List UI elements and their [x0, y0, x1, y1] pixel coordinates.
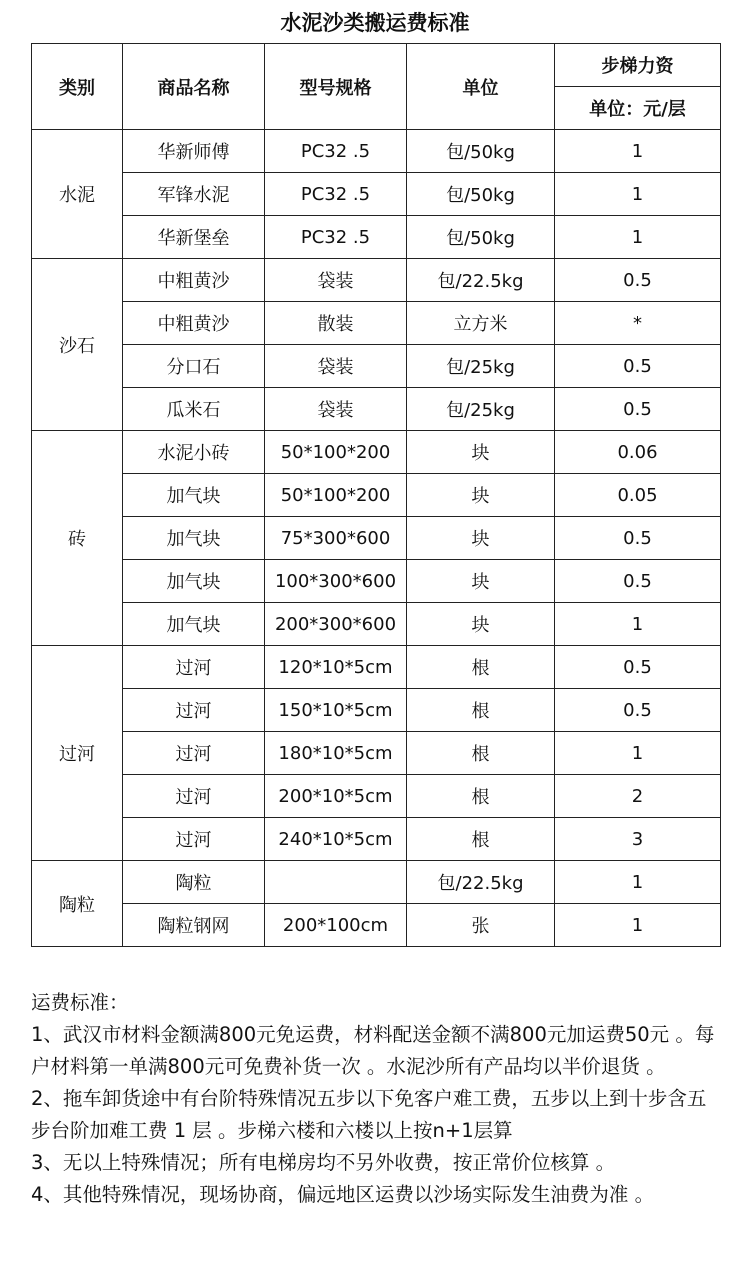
rate-table [31, 43, 721, 947]
fee-cell: 0.5 [555, 517, 721, 560]
spec-cell: 150*10*5cm [265, 689, 407, 732]
table-row [32, 689, 721, 732]
name-cell: 陶粒 [123, 861, 265, 904]
unit-cell: 张 [407, 904, 555, 947]
table-row [32, 603, 721, 646]
spec-cell: 50*100*200 [265, 431, 407, 474]
note-item-4: 4、其他特殊情况，现场协商，偏远地区运费以沙场实际发生油费为准 。 [31, 1183, 655, 1206]
fee-cell: 0.5 [555, 259, 721, 302]
unit-cell: 根 [407, 689, 555, 732]
category-cell: 砖 [32, 431, 123, 646]
category-cell: 陶粒 [32, 861, 123, 947]
spec-cell: 袋装 [265, 259, 407, 302]
spec-cell: 240*10*5cm [265, 818, 407, 861]
header-unit: 单位 [407, 44, 555, 130]
fee-cell: 0.06 [555, 431, 721, 474]
fee-cell: 1 [555, 216, 721, 259]
fee-cell: 3 [555, 818, 721, 861]
table-row [32, 216, 721, 259]
name-cell: 过河 [123, 646, 265, 689]
fee-cell: 1 [555, 130, 721, 173]
name-cell: 军锋水泥 [123, 173, 265, 216]
notes-heading: 运费标准： [31, 991, 129, 1014]
name-cell: 过河 [123, 732, 265, 775]
spec-cell: 散装 [265, 302, 407, 345]
name-cell: 过河 [123, 775, 265, 818]
header-fee-unit: 单位：元/层 [555, 87, 721, 130]
unit-cell: 包/25kg [407, 388, 555, 431]
header-spec: 型号规格 [265, 44, 407, 130]
fee-cell: 1 [555, 732, 721, 775]
category-cell: 沙石 [32, 259, 123, 431]
unit-cell: 块 [407, 603, 555, 646]
spec-cell: 75*300*600 [265, 517, 407, 560]
name-cell: 加气块 [123, 603, 265, 646]
fee-cell: 1 [555, 904, 721, 947]
table-row [32, 732, 721, 775]
name-cell: 瓜米石 [123, 388, 265, 431]
spec-cell: 袋装 [265, 345, 407, 388]
name-cell: 陶粒钢网 [123, 904, 265, 947]
page-title: 水泥沙类搬运费标准 [280, 11, 470, 35]
unit-cell: 根 [407, 775, 555, 818]
table-row [32, 775, 721, 818]
table-row [32, 302, 721, 345]
fee-cell: 0.5 [555, 560, 721, 603]
name-cell: 中粗黄沙 [123, 302, 265, 345]
unit-cell: 包/22.5kg [407, 259, 555, 302]
table-row [32, 173, 721, 216]
table-body [32, 130, 721, 947]
table-row [32, 431, 721, 474]
spec-cell: 袋装 [265, 388, 407, 431]
table-row [32, 818, 721, 861]
name-cell: 加气块 [123, 474, 265, 517]
fee-cell: 1 [555, 603, 721, 646]
note-item-2: 2、拖车卸货途中有台阶特殊情况五步以下免客户难工费，五步以上到十步含五步台阶加难工费 1 层 。步梯六楼和六楼以上按n+1层算 [31, 1087, 707, 1142]
table-row [32, 474, 721, 517]
table-row [32, 560, 721, 603]
table-row [32, 259, 721, 302]
fee-cell: 1 [555, 861, 721, 904]
table-row [32, 861, 721, 904]
spec-cell: 200*300*600 [265, 603, 407, 646]
name-cell: 华新师傅 [123, 130, 265, 173]
unit-cell: 块 [407, 474, 555, 517]
spec-cell: PC32 .5 [265, 130, 407, 173]
unit-cell: 包/50kg [407, 216, 555, 259]
name-cell: 中粗黄沙 [123, 259, 265, 302]
unit-cell: 立方米 [407, 302, 555, 345]
category-cell: 过河 [32, 646, 123, 861]
unit-cell: 包/50kg [407, 173, 555, 216]
unit-cell: 包/25kg [407, 345, 555, 388]
unit-cell: 块 [407, 560, 555, 603]
spec-cell: PC32 .5 [265, 216, 407, 259]
unit-cell: 包/50kg [407, 130, 555, 173]
fee-cell: 0.5 [555, 646, 721, 689]
name-cell: 水泥小砖 [123, 431, 265, 474]
category-cell: 水泥 [32, 130, 123, 259]
header-name: 商品名称 [123, 44, 265, 130]
fee-cell: 0.5 [555, 689, 721, 732]
spec-cell: 50*100*200 [265, 474, 407, 517]
fee-cell: 2 [555, 775, 721, 818]
fee-cell: * [555, 302, 721, 345]
name-cell: 过河 [123, 689, 265, 732]
table-row [32, 388, 721, 431]
header-category: 类别 [32, 44, 123, 130]
table-row [32, 517, 721, 560]
spec-cell [265, 861, 407, 904]
header-fee: 步梯力资 [555, 44, 721, 87]
name-cell: 过河 [123, 818, 265, 861]
unit-cell: 包/22.5kg [407, 861, 555, 904]
unit-cell: 根 [407, 646, 555, 689]
unit-cell: 根 [407, 818, 555, 861]
spec-cell: 100*300*600 [265, 560, 407, 603]
table-row [32, 130, 721, 173]
name-cell: 分口石 [123, 345, 265, 388]
spec-cell: PC32 .5 [265, 173, 407, 216]
fee-cell: 0.05 [555, 474, 721, 517]
unit-cell: 块 [407, 517, 555, 560]
spec-cell: 200*10*5cm [265, 775, 407, 818]
table-row [32, 345, 721, 388]
fee-cell: 1 [555, 173, 721, 216]
unit-cell: 根 [407, 732, 555, 775]
note-item-1: 1、武汉市材料金额满800元免运费，材料配送金额不满800元加运费50元 。每户材料第一单满800元可免费补货一次 。水泥沙所有产品均以半价退货 。 [31, 1023, 715, 1078]
table-row [32, 904, 721, 947]
unit-cell: 块 [407, 431, 555, 474]
name-cell: 加气块 [123, 560, 265, 603]
spec-cell: 200*100cm [265, 904, 407, 947]
fee-cell: 0.5 [555, 388, 721, 431]
table-row [32, 646, 721, 689]
shipping-notes [31, 987, 723, 1211]
note-item-3: 3、无以上特殊情况；所有电梯房均不另外收费，按正常价位核算 。 [31, 1151, 616, 1174]
fee-cell: 0.5 [555, 345, 721, 388]
spec-cell: 180*10*5cm [265, 732, 407, 775]
name-cell: 加气块 [123, 517, 265, 560]
spec-cell: 120*10*5cm [265, 646, 407, 689]
name-cell: 华新堡垒 [123, 216, 265, 259]
